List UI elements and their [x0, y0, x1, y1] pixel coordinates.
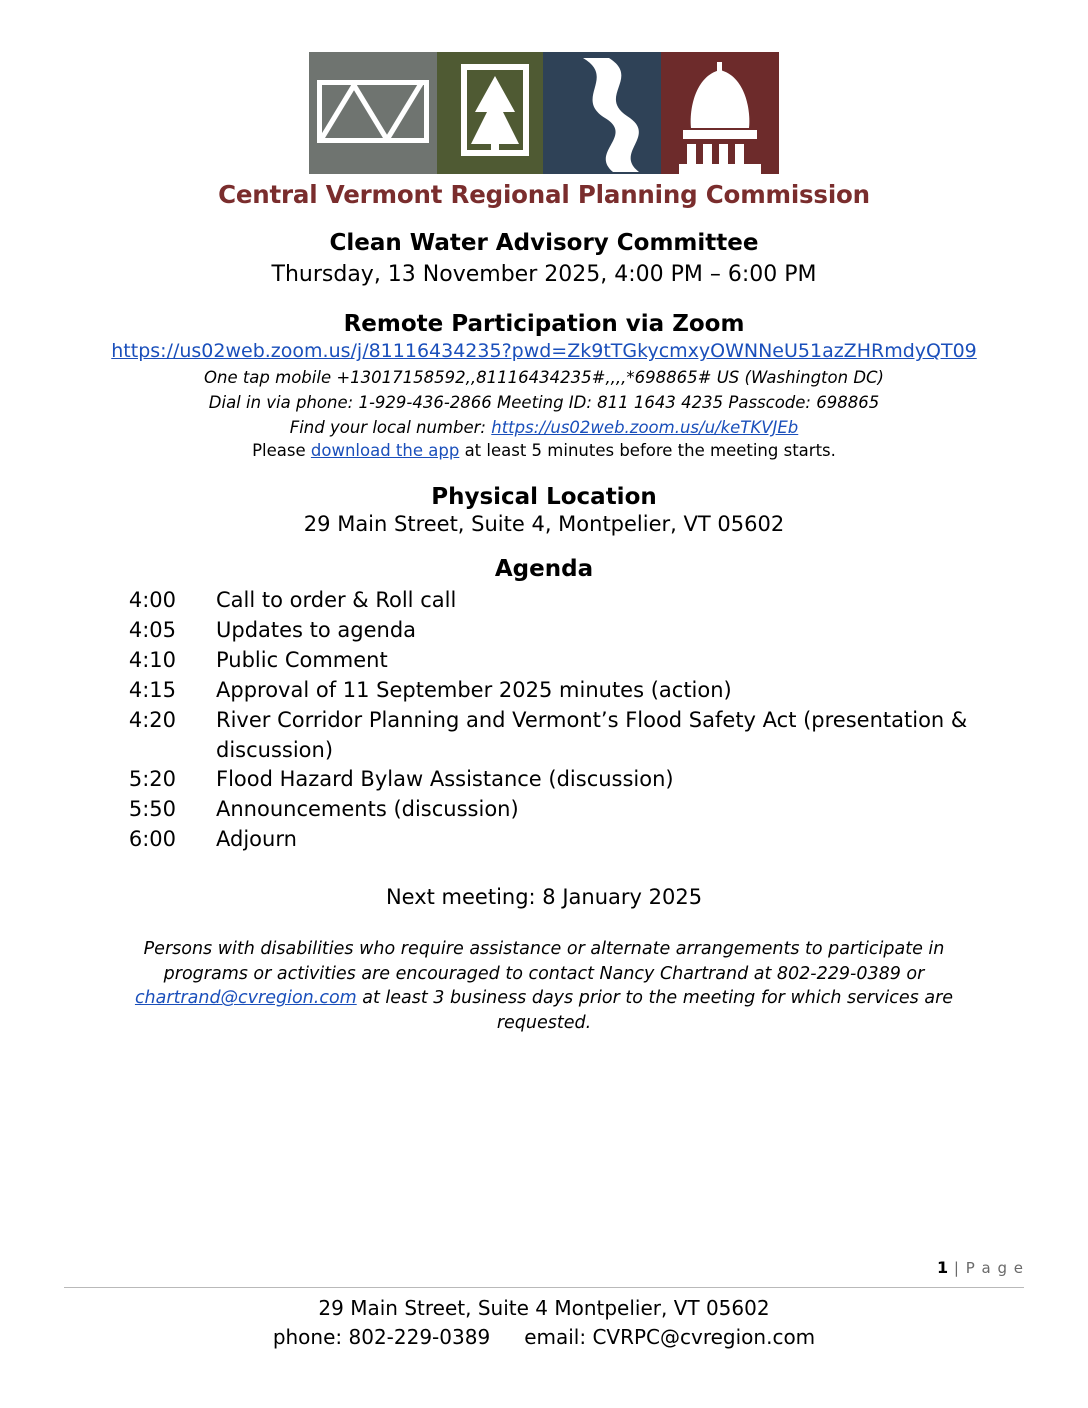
list-item	[64, 765, 1024, 795]
footer-address: 29 Main Street, Suite 4 Montpelier, VT 05602	[318, 1296, 770, 1320]
list-item	[64, 706, 1024, 766]
dial-in-text: Dial in via phone: 1-929-436-2866 Meeting ID: 811 1643 4235 Passcode: 698865	[208, 393, 880, 413]
list-item	[64, 586, 1024, 616]
download-app-link[interactable]: download the app	[310, 441, 460, 461]
footer-phone: phone: 802-229-0389	[272, 1325, 491, 1349]
agenda-item-desc: Approval of 11 September 2025 minutes (action)	[216, 677, 732, 702]
agenda-item-time: 5:50	[128, 797, 176, 822]
footer-contact-line	[64, 1323, 1024, 1352]
find-local-number-link[interactable]: https://us02web.zoom.us/u/keTKVJEb	[491, 418, 799, 438]
download-app-line	[64, 440, 1024, 462]
page-footer	[64, 1258, 1024, 1352]
agenda-item-desc: Updates to agenda	[216, 618, 417, 643]
list-item	[64, 616, 1024, 646]
page-number-value: 1	[936, 1258, 949, 1277]
remote-participation-heading: Remote Participation via Zoom	[343, 311, 745, 338]
ada-text-part1: Persons with disabilities who require assistance or alternate arrangements to participate in programs or activities are encouraged to contact Nancy Chartrand at 802-229-0389 or	[143, 938, 945, 984]
list-item	[64, 825, 1024, 855]
agenda-item-desc: Adjourn	[216, 826, 297, 851]
page-number-label: | P a g e	[953, 1259, 1024, 1277]
agenda-item-time: 5:20	[128, 767, 176, 792]
organization-name: Central Vermont Regional Planning Commission	[218, 180, 870, 209]
agenda-item-time: 4:00	[128, 588, 176, 613]
find-local-number-line	[64, 417, 1024, 439]
list-item	[64, 676, 1024, 706]
agenda-item-time: 6:00	[128, 826, 176, 851]
agenda-item-desc: River Corridor Planning and Vermont’s Flood Safety Act (presentation & discussion)	[216, 707, 968, 762]
agenda-heading: Agenda	[494, 556, 594, 583]
logo-icon-row	[309, 52, 779, 174]
download-prefix-text: Please	[252, 441, 311, 461]
agenda-item-desc: Announcements (discussion)	[216, 797, 519, 822]
tree-icon	[437, 52, 543, 174]
next-meeting-text: Next meeting: 8 January 2025	[385, 884, 703, 909]
ada-accommodation-notice	[108, 937, 980, 1036]
list-item	[64, 795, 1024, 825]
organization-logo	[64, 0, 1024, 209]
agenda-item-time: 4:05	[128, 618, 176, 643]
agenda-list	[64, 586, 1024, 854]
agenda-item-time: 4:10	[128, 648, 176, 673]
agenda-item-desc: Call to order & Roll call	[216, 588, 457, 613]
agenda-item-time: 4:20	[128, 707, 176, 732]
page-title: Clean Water Advisory Committee	[329, 230, 759, 256]
bridge-icon	[309, 52, 437, 174]
ada-contact-email-link[interactable]: chartrand@cvregion.com	[134, 988, 357, 1009]
footer-email: email: CVRPC@cvregion.com	[524, 1325, 816, 1349]
one-tap-mobile-text: One tap mobile +13017158592,,81116434235#,,,,*698865# US (Washington DC)	[204, 368, 884, 388]
physical-location-address: 29 Main Street, Suite 4, Montpelier, VT 05602	[303, 512, 785, 537]
footer-divider	[64, 1287, 1024, 1288]
meeting-datetime: Thursday, 13 November 2025, 4:00 PM – 6:00 PM	[271, 261, 817, 287]
page-number	[64, 1258, 1024, 1277]
zoom-meeting-link[interactable]: https://us02web.zoom.us/j/81116434235?pwd=Zk9tTGkycmxyOWNNeU51azZHRmdyQT09	[111, 340, 977, 363]
river-icon	[543, 52, 661, 174]
list-item	[64, 646, 1024, 676]
statehouse-dome-icon	[661, 52, 779, 174]
ada-text-part2: at least 3 business days prior to the meeting for which services are requested.	[356, 988, 954, 1034]
download-suffix-text: at least 5 minutes before the meeting starts.	[459, 441, 836, 461]
find-local-number-label: Find your local number:	[289, 418, 486, 438]
agenda-item-desc: Public Comment	[216, 648, 388, 673]
agenda-item-desc: Flood Hazard Bylaw Assistance (discussion)	[216, 767, 674, 792]
agenda-item-time: 4:15	[128, 677, 176, 702]
physical-location-heading: Physical Location	[431, 484, 657, 511]
